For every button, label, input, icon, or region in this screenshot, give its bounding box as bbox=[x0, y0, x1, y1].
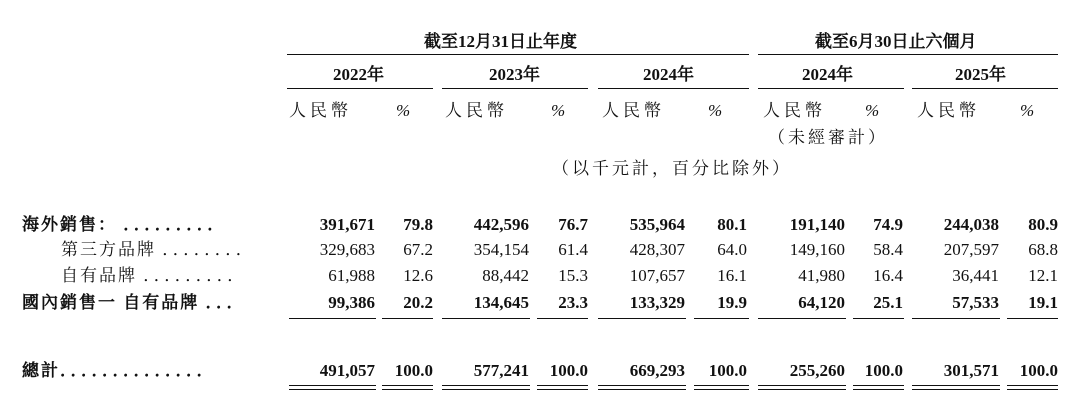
total-double-rule bbox=[289, 385, 376, 390]
cell-total-2023-pct: 100.0 bbox=[549, 361, 588, 380]
cell-domestic-2023-rmb: 134,645 bbox=[473, 293, 529, 312]
subtotal-rule bbox=[382, 318, 433, 319]
total-double-rule bbox=[442, 385, 530, 390]
annual-header-rule bbox=[287, 54, 749, 55]
total-double-rule bbox=[1007, 385, 1058, 390]
cell-own-brand-2022-rmb: 61,988 bbox=[328, 266, 375, 285]
cell-overseas-h1-2024-pct: 74.9 bbox=[873, 215, 903, 234]
subtotal-rule bbox=[694, 318, 749, 319]
year-header-2023: 2023年 bbox=[489, 65, 540, 84]
row-label-overseas-sales: 海外銷售： ．．．．．．．．． bbox=[22, 215, 227, 234]
total-double-rule bbox=[694, 385, 749, 390]
year-rule-2024-interim bbox=[758, 88, 904, 89]
cell-overseas-2022-pct: 79.8 bbox=[403, 215, 433, 234]
cell-total-2024-rmb: 669,293 bbox=[629, 361, 685, 380]
cell-overseas-2023-pct: 76.7 bbox=[558, 215, 588, 234]
cell-domestic-h1-2024-pct: 25.1 bbox=[873, 293, 903, 312]
cell-overseas-h1-2025-pct: 80.9 bbox=[1028, 215, 1058, 234]
subtotal-rule bbox=[912, 318, 1000, 319]
year-rule-2022 bbox=[287, 88, 433, 89]
cell-domestic-2022-rmb: 99,386 bbox=[328, 293, 375, 312]
percent-header: % bbox=[551, 101, 566, 120]
cell-third-party-h1-2025-pct: 68.8 bbox=[1028, 240, 1058, 259]
cell-total-h1-2024-pct: 100.0 bbox=[864, 361, 903, 380]
cell-third-party-h1-2024-rmb: 149,160 bbox=[789, 240, 845, 259]
cell-own-brand-2022-pct: 12.6 bbox=[403, 266, 433, 285]
cell-overseas-h1-2024-rmb: 191,140 bbox=[789, 215, 845, 234]
row-label-domestic-own-brands: 國內銷售一 自有品牌 ．．． bbox=[22, 293, 246, 312]
percent-header: % bbox=[1020, 101, 1035, 120]
cell-total-h1-2025-pct: 100.0 bbox=[1019, 361, 1058, 380]
cell-overseas-2024-rmb: 535,964 bbox=[629, 215, 685, 234]
cell-third-party-h1-2025-rmb: 207,597 bbox=[943, 240, 999, 259]
row-label-own-brands: 自有品牌 ．．．．．．．．． bbox=[61, 266, 247, 285]
year-header-2022: 2022年 bbox=[333, 65, 384, 84]
year-rule-2024 bbox=[598, 88, 749, 89]
currency-header: 人民幣 bbox=[602, 101, 665, 120]
total-double-rule bbox=[598, 385, 686, 390]
cell-domestic-2024-pct: 19.9 bbox=[717, 293, 747, 312]
interim-header-rule bbox=[758, 54, 1058, 55]
total-double-rule bbox=[537, 385, 588, 390]
percent-header: % bbox=[708, 101, 723, 120]
cell-domestic-2022-pct: 20.2 bbox=[403, 293, 433, 312]
subtotal-rule bbox=[853, 318, 904, 319]
interim-period-header: 截至6月30日止六個月 bbox=[815, 32, 977, 51]
cell-overseas-2023-rmb: 442,596 bbox=[473, 215, 529, 234]
currency-header: 人民幣 bbox=[917, 101, 980, 120]
cell-total-2024-pct: 100.0 bbox=[708, 361, 747, 380]
year-header-2024-interim: 2024年 bbox=[802, 65, 853, 84]
cell-own-brand-2023-rmb: 88,442 bbox=[482, 266, 529, 285]
year-header-2025-interim: 2025年 bbox=[955, 65, 1006, 84]
cell-own-brand-h1-2025-rmb: 36,441 bbox=[952, 266, 999, 285]
cell-own-brand-2024-pct: 16.1 bbox=[717, 266, 747, 285]
year-rule-2025-interim bbox=[912, 88, 1058, 89]
cell-domestic-h1-2024-rmb: 64,120 bbox=[798, 293, 845, 312]
subtotal-rule bbox=[758, 318, 846, 319]
unaudited-note: （未經審計） bbox=[768, 128, 888, 147]
currency-header: 人民幣 bbox=[763, 101, 826, 120]
cell-domestic-2024-rmb: 133,329 bbox=[629, 293, 685, 312]
cell-own-brand-h1-2025-pct: 12.1 bbox=[1028, 266, 1058, 285]
cell-total-h1-2024-rmb: 255,260 bbox=[789, 361, 845, 380]
cell-total-2023-rmb: 577,241 bbox=[473, 361, 529, 380]
currency-header: 人民幣 bbox=[445, 101, 508, 120]
year-rule-2023 bbox=[442, 88, 588, 89]
cell-domestic-h1-2025-rmb: 57,533 bbox=[952, 293, 999, 312]
total-double-rule bbox=[912, 385, 1000, 390]
cell-total-2022-rmb: 491,057 bbox=[319, 361, 375, 380]
total-double-rule bbox=[758, 385, 846, 390]
cell-overseas-2024-pct: 80.1 bbox=[717, 215, 747, 234]
row-label-third-party-brands: 第三方品牌 ．．．．．．．． bbox=[61, 240, 255, 259]
subtotal-rule bbox=[1007, 318, 1058, 319]
cell-total-2022-pct: 100.0 bbox=[394, 361, 433, 380]
cell-domestic-2023-pct: 23.3 bbox=[558, 293, 588, 312]
total-double-rule bbox=[382, 385, 433, 390]
subtotal-rule bbox=[598, 318, 686, 319]
cell-own-brand-2023-pct: 15.3 bbox=[558, 266, 588, 285]
cell-third-party-2023-pct: 61.4 bbox=[558, 240, 588, 259]
cell-own-brand-h1-2024-rmb: 41,980 bbox=[798, 266, 845, 285]
percent-header: % bbox=[865, 101, 880, 120]
total-double-rule bbox=[853, 385, 904, 390]
cell-third-party-h1-2024-pct: 58.4 bbox=[873, 240, 903, 259]
currency-header: 人民幣 bbox=[289, 101, 352, 120]
subtotal-rule bbox=[442, 318, 530, 319]
unit-note: （以千元計，百分比除外） bbox=[552, 159, 792, 178]
cell-overseas-2022-rmb: 391,671 bbox=[319, 215, 375, 234]
annual-period-header: 截至12月31日止年度 bbox=[424, 32, 577, 51]
percent-header: % bbox=[396, 101, 411, 120]
cell-own-brand-h1-2024-pct: 16.4 bbox=[873, 266, 903, 285]
row-label-total: 總計．．．．．．．．．．．．．． bbox=[22, 361, 216, 380]
year-header-2024: 2024年 bbox=[643, 65, 694, 84]
cell-own-brand-2024-rmb: 107,657 bbox=[629, 266, 685, 285]
cell-third-party-2022-rmb: 329,683 bbox=[319, 240, 375, 259]
cell-domestic-h1-2025-pct: 19.1 bbox=[1028, 293, 1058, 312]
cell-third-party-2023-rmb: 354,154 bbox=[473, 240, 529, 259]
cell-overseas-h1-2025-rmb: 244,038 bbox=[943, 215, 999, 234]
cell-third-party-2022-pct: 67.2 bbox=[403, 240, 433, 259]
subtotal-rule bbox=[537, 318, 588, 319]
cell-third-party-2024-pct: 64.0 bbox=[717, 240, 747, 259]
cell-third-party-2024-rmb: 428,307 bbox=[629, 240, 685, 259]
subtotal-rule bbox=[289, 318, 376, 319]
cell-total-h1-2025-rmb: 301,571 bbox=[943, 361, 999, 380]
